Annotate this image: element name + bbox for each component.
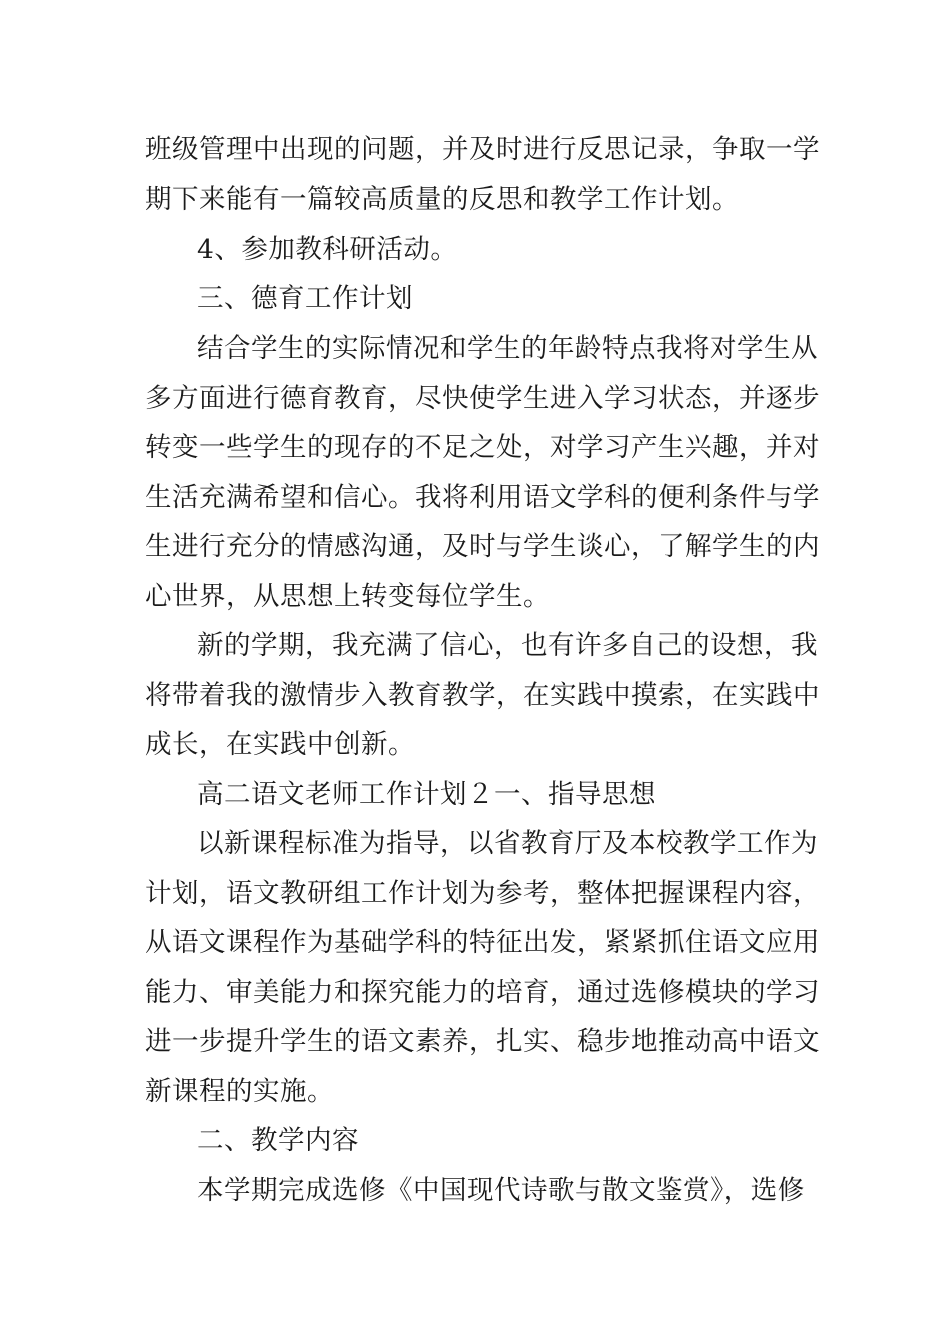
text-line: 期下来能有一篇较高质量的反思和教学工作计划。 xyxy=(145,184,739,215)
text-line: 新的学期，我充满了信心，也有许多自己的设想，我 xyxy=(197,630,818,661)
text-line: 成长，在实践中创新。 xyxy=(145,729,415,760)
text-line: 新课程的实施。 xyxy=(145,1076,334,1107)
text-line: 将带着我的激情步入教育教学，在实践中摸索，在实践中 xyxy=(145,680,820,711)
text-line: 进一步提升学生的语文素养，扎实、稳步地推动高中语文 xyxy=(145,1026,820,1057)
text-line: 以新课程标准为指导，以省教育厅及本校教学工作为 xyxy=(197,828,818,859)
text-line: 心世界，从思想上转变每位学生。 xyxy=(145,581,550,612)
section-heading: 二、教学内容 xyxy=(197,1125,359,1156)
text-line: 计划，语文教研组工作计划为参考，整体把握课程内容， xyxy=(145,878,820,909)
text-line: 班级管理中出现的问题，并及时进行反思记录，争取一学 xyxy=(145,134,820,165)
section-heading: 三、德育工作计划 xyxy=(197,283,413,314)
text-line: 生进行充分的情感沟通，及时与学生谈心，了解学生的内 xyxy=(145,531,820,562)
section-heading: 高二语文老师工作计划２一、指导思想 xyxy=(197,779,656,810)
text-line: 能力、审美能力和探究能力的培育，通过选修模块的学习 xyxy=(145,977,820,1008)
text-line: 从语文课程作为基础学科的特征出发，紧紧抓住语文应用 xyxy=(145,927,820,958)
text-line: 4、参加教科研活动。 xyxy=(197,234,458,265)
text-line: 多方面进行德育教育，尽快使学生进入学习状态，并逐步 xyxy=(145,383,820,414)
text-line: 生活充满希望和信心。我将利用语文学科的便利条件与学 xyxy=(145,482,820,513)
text-line: 结合学生的实际情况和学生的年龄特点我将对学生从 xyxy=(197,333,818,364)
text-line: 本学期完成选修《中国现代诗歌与散文鉴赏》，选修 xyxy=(197,1175,805,1206)
text-line: 转变一些学生的现存的不足之处，对学习产生兴趣，并对 xyxy=(145,432,820,463)
